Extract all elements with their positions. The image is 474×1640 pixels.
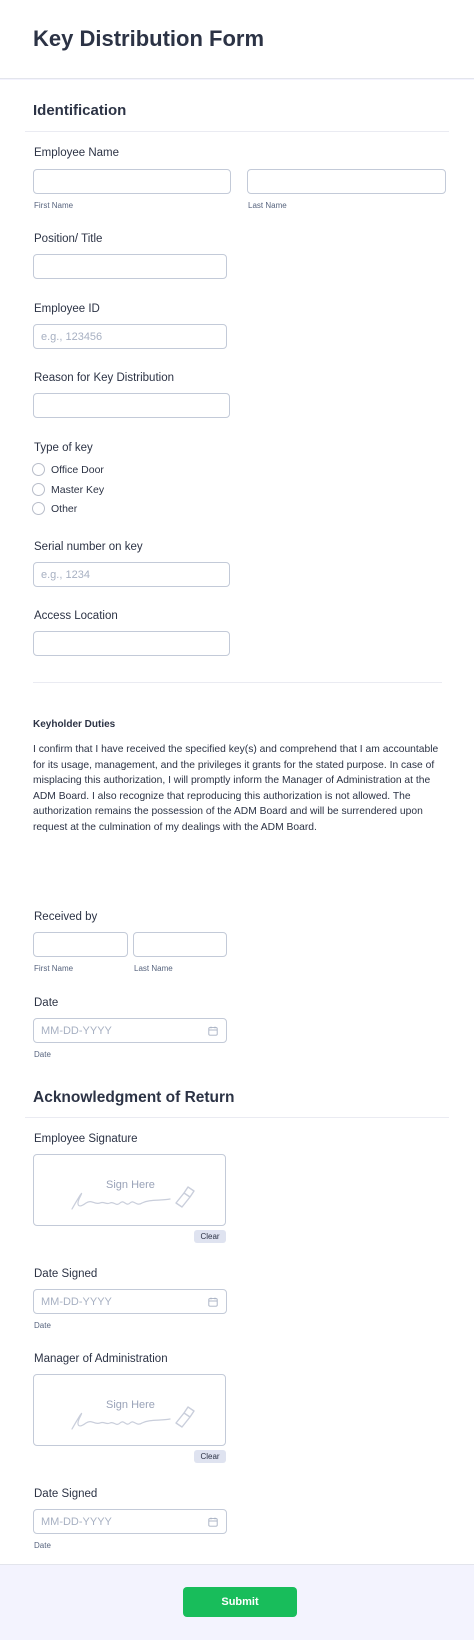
date-signed-input[interactable] [33, 1289, 227, 1314]
signature-scribble-icon [70, 1401, 200, 1433]
reason-input[interactable] [33, 393, 230, 418]
employee-id-input[interactable] [33, 324, 227, 349]
employee-signature-clear-button[interactable]: Clear [194, 1230, 226, 1243]
received-by-label: Received by [34, 911, 98, 923]
employee-name-label: Employee Name [34, 147, 120, 159]
manager-signature-clear-button[interactable]: Clear [194, 1450, 226, 1463]
date-signed-label: Date Signed [34, 1268, 98, 1280]
radio-label-master-key: Master Key [51, 484, 105, 496]
position-input[interactable] [33, 254, 227, 279]
employee-signature-label: Employee Signature [34, 1133, 138, 1145]
received-last-name-input[interactable] [133, 932, 227, 957]
employee-first-name-input[interactable] [33, 169, 231, 194]
date-sublabel: Date [34, 1050, 51, 1059]
date-placeholder: MM-DD-YYYY [41, 1025, 112, 1037]
manager-signature-pad[interactable] [33, 1374, 226, 1446]
radio-label-other: Other [51, 503, 78, 515]
submit-button[interactable]: Submit [183, 1587, 297, 1617]
form-title: Key Distribution Form [33, 26, 265, 51]
calendar-icon[interactable] [208, 1297, 218, 1307]
sign-here-text: Sign Here [106, 1179, 155, 1191]
section-title-identification: Identification [33, 102, 127, 119]
serial-label: Serial number on key [34, 541, 143, 553]
reason-label: Reason for Key Distribution [34, 372, 174, 384]
date-label: Date [34, 997, 59, 1009]
radio-label-office-door: Office Door [51, 464, 104, 476]
first-name-sublabel: First Name [34, 964, 74, 973]
type-of-key-label: Type of key [34, 442, 93, 454]
access-location-input[interactable] [33, 631, 230, 656]
keyholder-duties-title: Keyholder Duties [33, 719, 116, 730]
keyholder-duties-text: I confirm that I have received the specified key(s) and comprehend that I am accountable for its usage, management, and the privileges it grants for the stated purpose. In case of misplacing this authorization, I will promptly inform the Manager of Administration at the ADM Board. I also recognize that reproducing this authorization is not allowed. The authorization remains the possession of the ADM Board and will be surrendered upon request at the culmination of my dealings with the ADM Board. [33, 744, 439, 833]
radio-master-key[interactable] [32, 483, 45, 496]
employee-last-name-input[interactable] [247, 169, 446, 194]
radio-other[interactable] [32, 502, 45, 515]
form-header [0, 0, 474, 79]
form-footer [0, 1564, 474, 1640]
date-sublabel: Date [34, 1541, 51, 1550]
radio-office-door[interactable] [32, 463, 45, 476]
date-placeholder: MM-DD-YYYY [41, 1296, 112, 1308]
received-first-name-input[interactable] [33, 932, 128, 957]
last-name-sublabel: Last Name [134, 964, 173, 973]
date-sublabel: Date [34, 1321, 51, 1330]
section-divider [25, 1117, 449, 1118]
section-title-acknowledgment: Acknowledgment of Return [33, 1089, 235, 1106]
calendar-icon[interactable] [208, 1517, 218, 1527]
serial-input[interactable] [33, 562, 230, 587]
date-signed-label: Date Signed [34, 1488, 98, 1500]
date-input[interactable] [33, 1018, 227, 1043]
employee-id-label: Employee ID [34, 303, 100, 315]
calendar-icon[interactable] [208, 1026, 218, 1036]
section-divider [33, 682, 442, 683]
first-name-sublabel: First Name [34, 201, 74, 210]
serial-placeholder: e.g., 1234 [41, 569, 90, 581]
signature-scribble-icon [70, 1181, 200, 1213]
date-placeholder: MM-DD-YYYY [41, 1516, 112, 1528]
section-divider [25, 131, 449, 132]
employee-signature-pad[interactable] [33, 1154, 226, 1226]
position-label: Position/ Title [34, 233, 103, 245]
last-name-sublabel: Last Name [248, 201, 287, 210]
manager-signature-label: Manager of Administration [34, 1353, 168, 1365]
access-location-label: Access Location [34, 610, 118, 622]
sign-here-text: Sign Here [106, 1399, 155, 1411]
employee-id-placeholder: e.g., 123456 [41, 331, 103, 343]
date-signed-input[interactable] [33, 1509, 227, 1534]
